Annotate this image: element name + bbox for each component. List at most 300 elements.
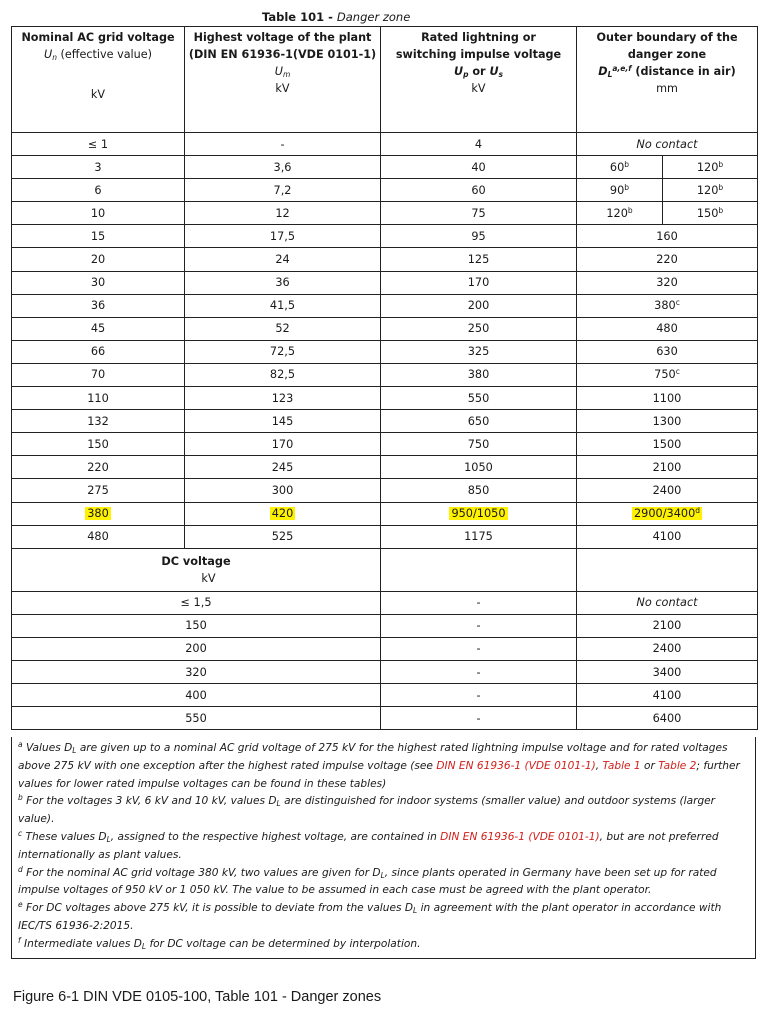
footnote-text: These values D xyxy=(22,830,107,843)
cell-value: 36 xyxy=(90,299,106,313)
header-text: Nominal AC grid voltage xyxy=(21,31,175,44)
highest-voltage-cell xyxy=(185,133,381,156)
footnote-a xyxy=(18,740,749,793)
cell-value: 380 xyxy=(87,507,109,521)
impulse-voltage-cell xyxy=(381,179,577,202)
highest-voltage-cell xyxy=(185,317,381,340)
cell-value: 40 xyxy=(471,160,486,174)
cell-value: 4 xyxy=(474,137,483,151)
cell-value: 380 xyxy=(654,299,676,313)
footnote-text: or xyxy=(640,759,659,772)
impulse-voltage-cell xyxy=(381,387,577,410)
cell-value: 123 xyxy=(271,391,294,405)
footnote-e xyxy=(18,900,749,936)
figure-caption: Figure 6-1 DIN VDE 0105-100, Table 101 - Danger zones xyxy=(13,989,382,1005)
cell-value: 650 xyxy=(467,414,490,428)
symbol-sub: L xyxy=(607,70,613,79)
cell-value: 170 xyxy=(271,437,294,451)
ac-table-row xyxy=(12,248,758,271)
footnote-mark: f xyxy=(18,935,21,945)
cell-value: 525 xyxy=(271,530,294,544)
nominal-voltage-cell xyxy=(12,202,185,225)
cell-value-wrap xyxy=(654,299,680,312)
symbol-sub: L xyxy=(72,746,77,755)
highest-voltage-cell xyxy=(185,433,381,456)
cell-value: 245 xyxy=(271,460,294,474)
cell-value: 45 xyxy=(90,322,106,336)
table-title xyxy=(262,9,410,25)
dc-voltage-cell xyxy=(12,660,381,683)
impulse-voltage-cell xyxy=(381,525,577,548)
impulse-voltage-cell xyxy=(381,410,577,433)
cell-value: 4100 xyxy=(652,530,682,544)
symbol-sub: m xyxy=(282,70,291,79)
highest-voltage-cell xyxy=(185,479,381,502)
footnote-ref: d xyxy=(695,506,701,516)
cell-value: - xyxy=(476,619,481,633)
reference-link: DIN EN 61936-1 (VDE 0101-1) xyxy=(436,759,596,772)
cell-value: No contact xyxy=(636,596,698,610)
dc-danger-zone-cell xyxy=(577,707,758,730)
footnote-mark: a xyxy=(18,740,23,749)
header-row xyxy=(12,27,758,133)
footnote-text: ; further values for lower rated impulse voltages can be found in these tables) xyxy=(18,759,740,790)
cell-value: 70 xyxy=(90,368,106,382)
dc-impulse-cell xyxy=(381,684,577,707)
footnote-text: , xyxy=(595,759,603,772)
cell-value: 4100 xyxy=(652,688,682,702)
ac-table-row xyxy=(12,156,758,179)
highest-voltage-cell xyxy=(185,410,381,433)
danger-zone-cell xyxy=(577,387,758,410)
highest-voltage-cell xyxy=(185,456,381,479)
danger-zone-outdoor-cell xyxy=(663,202,758,225)
ac-table-row xyxy=(12,133,758,156)
footnote-text: , but are not preferred internationally as plant values. xyxy=(18,830,719,861)
cell-value: 170 xyxy=(467,276,490,290)
header-unit: kV xyxy=(471,82,486,95)
dc-danger-zone-cell xyxy=(577,660,758,683)
ac-table-row xyxy=(12,525,758,548)
cell-value: 320 xyxy=(185,665,207,679)
impulse-voltage-cell xyxy=(381,294,577,317)
nominal-voltage-cell xyxy=(12,248,185,271)
ac-table-row xyxy=(12,502,758,525)
cell-value: 125 xyxy=(467,253,490,267)
cell-value: - xyxy=(476,642,481,656)
header-text: switching impulse voltage xyxy=(395,48,562,61)
danger-zone-cell xyxy=(577,502,758,525)
cell-value: 2400 xyxy=(652,642,682,656)
table-title-emphasis: Danger zone xyxy=(336,10,411,24)
footnote-d xyxy=(18,865,749,901)
footnote-text: , assigned to the respective highest voltage, are contained in xyxy=(110,830,441,843)
dc-impulse-cell xyxy=(381,591,577,614)
cell-value: 6 xyxy=(94,183,102,197)
cell-value-wrap xyxy=(653,484,682,497)
danger-zone-cell xyxy=(577,433,758,456)
cell-value: 750 xyxy=(654,368,676,382)
header-text: (DIN EN 61936-1(VDE 0101-1) xyxy=(188,48,377,61)
footnote-text: For the voltages 3 kV, 6 kV and 10 kV, values D xyxy=(22,795,277,808)
impulse-voltage-cell xyxy=(381,502,577,525)
footnote-ref: b xyxy=(718,182,724,192)
cell-value-wrap xyxy=(656,276,678,289)
symbol-sub: p xyxy=(463,70,469,79)
cell-value: 17,5 xyxy=(269,229,296,243)
footnote-mark: c xyxy=(18,828,23,838)
footnote-mark: e xyxy=(18,900,23,910)
symbol-sub: L xyxy=(413,906,418,916)
cell-value: 3 xyxy=(94,160,102,174)
danger-zone-cell xyxy=(577,225,758,248)
cell-value-wrap xyxy=(654,368,680,381)
nominal-voltage-cell xyxy=(12,179,185,202)
danger-zone-cell xyxy=(577,271,758,294)
nominal-voltage-cell xyxy=(12,271,185,294)
dc-impulse-cell xyxy=(381,660,577,683)
cell-value: 850 xyxy=(467,483,490,497)
danger-zone-table xyxy=(11,26,758,730)
danger-zone-indoor-cell xyxy=(577,202,663,225)
dc-voltage-cell xyxy=(12,684,381,707)
danger-zone-cell xyxy=(577,294,758,317)
nominal-voltage-cell xyxy=(12,525,185,548)
footnote-text: are given up to a nominal AC grid voltage of 275 kV for the highest rated lightning impulse voltage and for rated voltages above 275 kV with one exception after the highest rated impulse voltage (see xyxy=(18,742,728,772)
header-text: DC voltage xyxy=(161,554,231,568)
cell-value-wrap xyxy=(653,438,682,451)
dc-voltage-cell xyxy=(12,637,381,660)
dc-table-row xyxy=(12,591,758,614)
cell-value: 15 xyxy=(90,229,106,243)
impulse-voltage-cell xyxy=(381,156,577,179)
footnote-text: For the nominal AC grid voltage 380 kV, two values are given for D xyxy=(22,866,381,879)
cell-value: 1100 xyxy=(652,391,682,405)
nominal-voltage-cell xyxy=(12,225,185,248)
symbol-sub: L xyxy=(106,834,111,844)
dc-header-row xyxy=(12,548,758,591)
header-unit: kV xyxy=(201,571,216,585)
cell-value: 120 xyxy=(696,160,719,174)
symbol-sub: L xyxy=(276,799,281,809)
header-text: or xyxy=(468,65,490,78)
footnote-ref: c xyxy=(675,298,680,308)
symbol-sub: n xyxy=(52,53,57,62)
impulse-voltage-cell xyxy=(381,317,577,340)
header-text: (distance in air) xyxy=(631,65,736,78)
danger-zone-table-body xyxy=(12,27,758,730)
danger-zone-indoor-cell xyxy=(577,179,663,202)
cell-value: 75 xyxy=(471,206,486,220)
cell-value: 120 xyxy=(606,206,628,220)
nominal-voltage-cell xyxy=(12,156,185,179)
cell-value: 82,5 xyxy=(269,368,296,382)
dc-voltage-cell xyxy=(12,614,381,637)
cell-value: 320 xyxy=(656,276,678,290)
header-text: Rated lightning or xyxy=(421,31,536,44)
cell-value: 750 xyxy=(467,437,490,451)
cell-value: - xyxy=(476,596,481,610)
cell-value: 150 xyxy=(696,206,719,220)
cell-value: 480 xyxy=(656,322,678,336)
footnote-ref: b xyxy=(624,159,630,169)
cell-value: 630 xyxy=(656,345,678,359)
cell-value: 24 xyxy=(275,253,290,267)
highest-voltage-cell xyxy=(185,525,381,548)
cell-value: 120 xyxy=(696,183,719,197)
danger-zone-cell xyxy=(577,317,758,340)
impulse-voltage-cell xyxy=(381,202,577,225)
cell-value-wrap xyxy=(636,138,697,151)
highest-voltage-cell xyxy=(185,502,381,525)
cell-value: No contact xyxy=(636,137,698,151)
footnote-text: Values D xyxy=(22,742,73,754)
ac-table-row xyxy=(12,479,758,502)
cell-value: 480 xyxy=(87,530,109,544)
table-title-prefix: Table 101 - xyxy=(262,10,337,24)
cell-value-wrap xyxy=(656,322,678,335)
cell-value-wrap xyxy=(653,415,682,428)
cell-value: 325 xyxy=(467,345,490,359)
cell-value: - xyxy=(476,665,481,679)
symbol-sub: L xyxy=(141,941,147,951)
danger-zone-cell xyxy=(577,133,758,156)
dc-table-row xyxy=(12,684,758,707)
nominal-voltage-cell xyxy=(12,133,185,156)
cell-value-wrap xyxy=(632,507,702,520)
nominal-voltage-cell xyxy=(12,433,185,456)
danger-zone-cell xyxy=(577,363,758,386)
cell-value: 41,5 xyxy=(269,299,296,313)
cell-value: 12 xyxy=(275,206,290,220)
footnote-mark: d xyxy=(18,864,23,874)
dc-danger-zone-cell xyxy=(577,591,758,614)
cell-value: 1500 xyxy=(652,437,682,451)
ac-table-row xyxy=(12,387,758,410)
cell-value: 110 xyxy=(87,391,109,405)
cell-value: 10 xyxy=(90,206,106,220)
highest-voltage-cell xyxy=(185,294,381,317)
dc-danger-zone-cell xyxy=(577,614,758,637)
cell-value: 90 xyxy=(609,183,625,197)
danger-zone-cell xyxy=(577,479,758,502)
cell-value: 1050 xyxy=(464,460,493,474)
impulse-voltage-cell xyxy=(381,433,577,456)
cell-value: 2400 xyxy=(652,483,682,497)
danger-zone-cell xyxy=(577,525,758,548)
dc-danger-zone-cell xyxy=(577,684,758,707)
dc-danger-zone-cell xyxy=(577,637,758,660)
highest-voltage-cell xyxy=(185,248,381,271)
cell-value: 250 xyxy=(467,322,490,336)
dc-voltage-header xyxy=(12,548,381,591)
cell-value-wrap xyxy=(656,345,678,358)
dc-voltage-cell xyxy=(12,707,381,730)
cell-value: 2100 xyxy=(652,460,682,474)
footnote-ref: b xyxy=(624,182,630,192)
footnote-text: are distinguished for indoor systems (smaller value) and outdoor systems (larger value). xyxy=(18,795,716,826)
ac-table-row xyxy=(12,294,758,317)
cell-value: 420 xyxy=(271,507,294,521)
cell-value: 2100 xyxy=(652,619,682,633)
header-unit: mm xyxy=(656,82,678,95)
nominal-voltage-cell xyxy=(12,317,185,340)
footnote-text: in agreement with the plant operator in accordance with IEC/TS 61936-2:2015. xyxy=(18,902,722,932)
dc-danger-header-cell xyxy=(577,548,758,591)
cell-value: 1175 xyxy=(464,530,493,544)
cell-value: 6400 xyxy=(652,711,682,725)
cell-value: 550 xyxy=(185,711,207,725)
cell-value: 550 xyxy=(467,391,490,405)
nominal-voltage-cell xyxy=(12,294,185,317)
symbol-u: U xyxy=(453,65,464,78)
nominal-voltage-cell xyxy=(12,340,185,363)
danger-zone-outdoor-cell xyxy=(663,156,758,179)
danger-zone-cell xyxy=(577,340,758,363)
symbol-u: U xyxy=(489,65,499,78)
reference-link: DIN EN 61936-1 (VDE 0101-1) xyxy=(440,830,600,843)
header-unit: kV xyxy=(90,88,106,101)
cell-value: 60 xyxy=(609,160,625,174)
ac-table-row xyxy=(12,363,758,386)
header-danger-zone-boundary xyxy=(577,27,758,133)
dc-impulse-cell xyxy=(381,707,577,730)
danger-zone-indoor-cell xyxy=(577,156,663,179)
cell-value: 7,2 xyxy=(273,183,292,197)
cell-value: 220 xyxy=(87,460,109,474)
footnote-ref: b xyxy=(718,159,724,169)
cell-value: 20 xyxy=(90,253,106,267)
header-unit: kV xyxy=(275,82,290,95)
highest-voltage-cell xyxy=(185,202,381,225)
symbol-sup: a,e,f xyxy=(612,64,632,73)
header-highest-voltage xyxy=(185,27,381,133)
nominal-voltage-cell xyxy=(12,410,185,433)
dc-table-row xyxy=(12,707,758,730)
cell-value: - xyxy=(476,688,481,702)
footnote-text: Intermediate values D xyxy=(20,937,142,950)
cell-value: 95 xyxy=(471,229,486,243)
footnote-mark: b xyxy=(18,793,23,803)
ac-table-row xyxy=(12,179,758,202)
footnote-ref: c xyxy=(675,367,680,377)
cell-value: 72,5 xyxy=(269,345,296,359)
danger-zone-cell xyxy=(577,248,758,271)
cell-value: 30 xyxy=(90,276,106,290)
dc-impulse-cell xyxy=(381,637,577,660)
cell-value: 150 xyxy=(87,437,109,451)
nominal-voltage-cell xyxy=(12,479,185,502)
nominal-voltage-cell xyxy=(12,456,185,479)
footnote-f xyxy=(18,936,749,954)
ac-table-row xyxy=(12,271,758,294)
symbol-d: D xyxy=(598,65,608,78)
highest-voltage-cell xyxy=(185,363,381,386)
dc-table-row xyxy=(12,614,758,637)
impulse-voltage-cell xyxy=(381,479,577,502)
cell-value: 3,6 xyxy=(273,160,292,174)
ac-table-row xyxy=(12,340,758,363)
cell-value: 1300 xyxy=(652,414,682,428)
cell-value: 66 xyxy=(90,345,106,359)
footnote-ref: b xyxy=(627,205,633,215)
ac-table-row xyxy=(12,456,758,479)
cell-value: 132 xyxy=(87,414,109,428)
cell-value: 400 xyxy=(185,688,207,702)
nominal-voltage-cell xyxy=(12,502,185,525)
cell-value-wrap xyxy=(653,392,682,405)
highest-voltage-cell xyxy=(185,271,381,294)
cell-value: ≤ 1,5 xyxy=(180,596,212,610)
danger-zone-outdoor-cell xyxy=(663,179,758,202)
cell-value: 36 xyxy=(275,276,290,290)
dc-impulse-header-cell xyxy=(381,548,577,591)
impulse-voltage-cell xyxy=(381,271,577,294)
cell-value: 145 xyxy=(271,414,294,428)
cell-value: - xyxy=(476,711,481,725)
impulse-voltage-cell xyxy=(381,133,577,156)
dc-impulse-cell xyxy=(381,614,577,637)
cell-value: 2900/3400 xyxy=(633,507,696,521)
symbol-sub: L xyxy=(380,870,385,880)
reference-link: Table 2 xyxy=(658,759,697,772)
cell-value: 3400 xyxy=(652,665,682,679)
impulse-voltage-cell xyxy=(381,456,577,479)
cell-value-wrap xyxy=(656,230,678,243)
ac-table-row xyxy=(12,317,758,340)
header-text: (effective value) xyxy=(56,48,152,61)
highest-voltage-cell xyxy=(185,225,381,248)
ac-table-row xyxy=(12,225,758,248)
ac-table-row xyxy=(12,202,758,225)
cell-value: 380 xyxy=(467,368,490,382)
symbol-u: U xyxy=(274,65,283,78)
cell-value: 200 xyxy=(185,642,207,656)
footnote-b xyxy=(18,793,749,829)
highest-voltage-cell xyxy=(185,340,381,363)
footnote-text: For DC voltages above 275 kV, it is possible to deviate from the values D xyxy=(22,902,414,915)
header-text: Outer boundary of the xyxy=(596,31,738,44)
impulse-voltage-cell xyxy=(381,225,577,248)
cell-value: 150 xyxy=(185,619,207,633)
cell-value: 275 xyxy=(87,483,109,497)
impulse-voltage-cell xyxy=(381,340,577,363)
highest-voltage-cell xyxy=(185,156,381,179)
dc-table-row xyxy=(12,637,758,660)
header-text: Highest voltage of the plant xyxy=(193,31,372,44)
cell-value: 220 xyxy=(656,253,678,267)
reference-link: Table 1 xyxy=(602,759,641,772)
footnote-c xyxy=(18,829,749,865)
symbol-sub: s xyxy=(498,70,504,79)
cell-value: ≤ 1 xyxy=(87,137,109,151)
header-nominal-ac-voltage xyxy=(12,27,185,133)
dc-table-row xyxy=(12,660,758,683)
cell-value: 60 xyxy=(471,183,486,197)
cell-value-wrap xyxy=(653,461,682,474)
cell-value: 52 xyxy=(275,322,290,336)
dc-voltage-cell xyxy=(12,591,381,614)
header-text: danger zone xyxy=(627,48,707,61)
ac-table-row xyxy=(12,410,758,433)
footnotes xyxy=(11,737,756,959)
cell-value: 300 xyxy=(271,483,294,497)
danger-zone-cell xyxy=(577,456,758,479)
highest-voltage-cell xyxy=(185,179,381,202)
cell-value: 950/1050 xyxy=(451,507,506,521)
symbol-u: U xyxy=(44,48,53,61)
danger-zone-cell xyxy=(577,410,758,433)
